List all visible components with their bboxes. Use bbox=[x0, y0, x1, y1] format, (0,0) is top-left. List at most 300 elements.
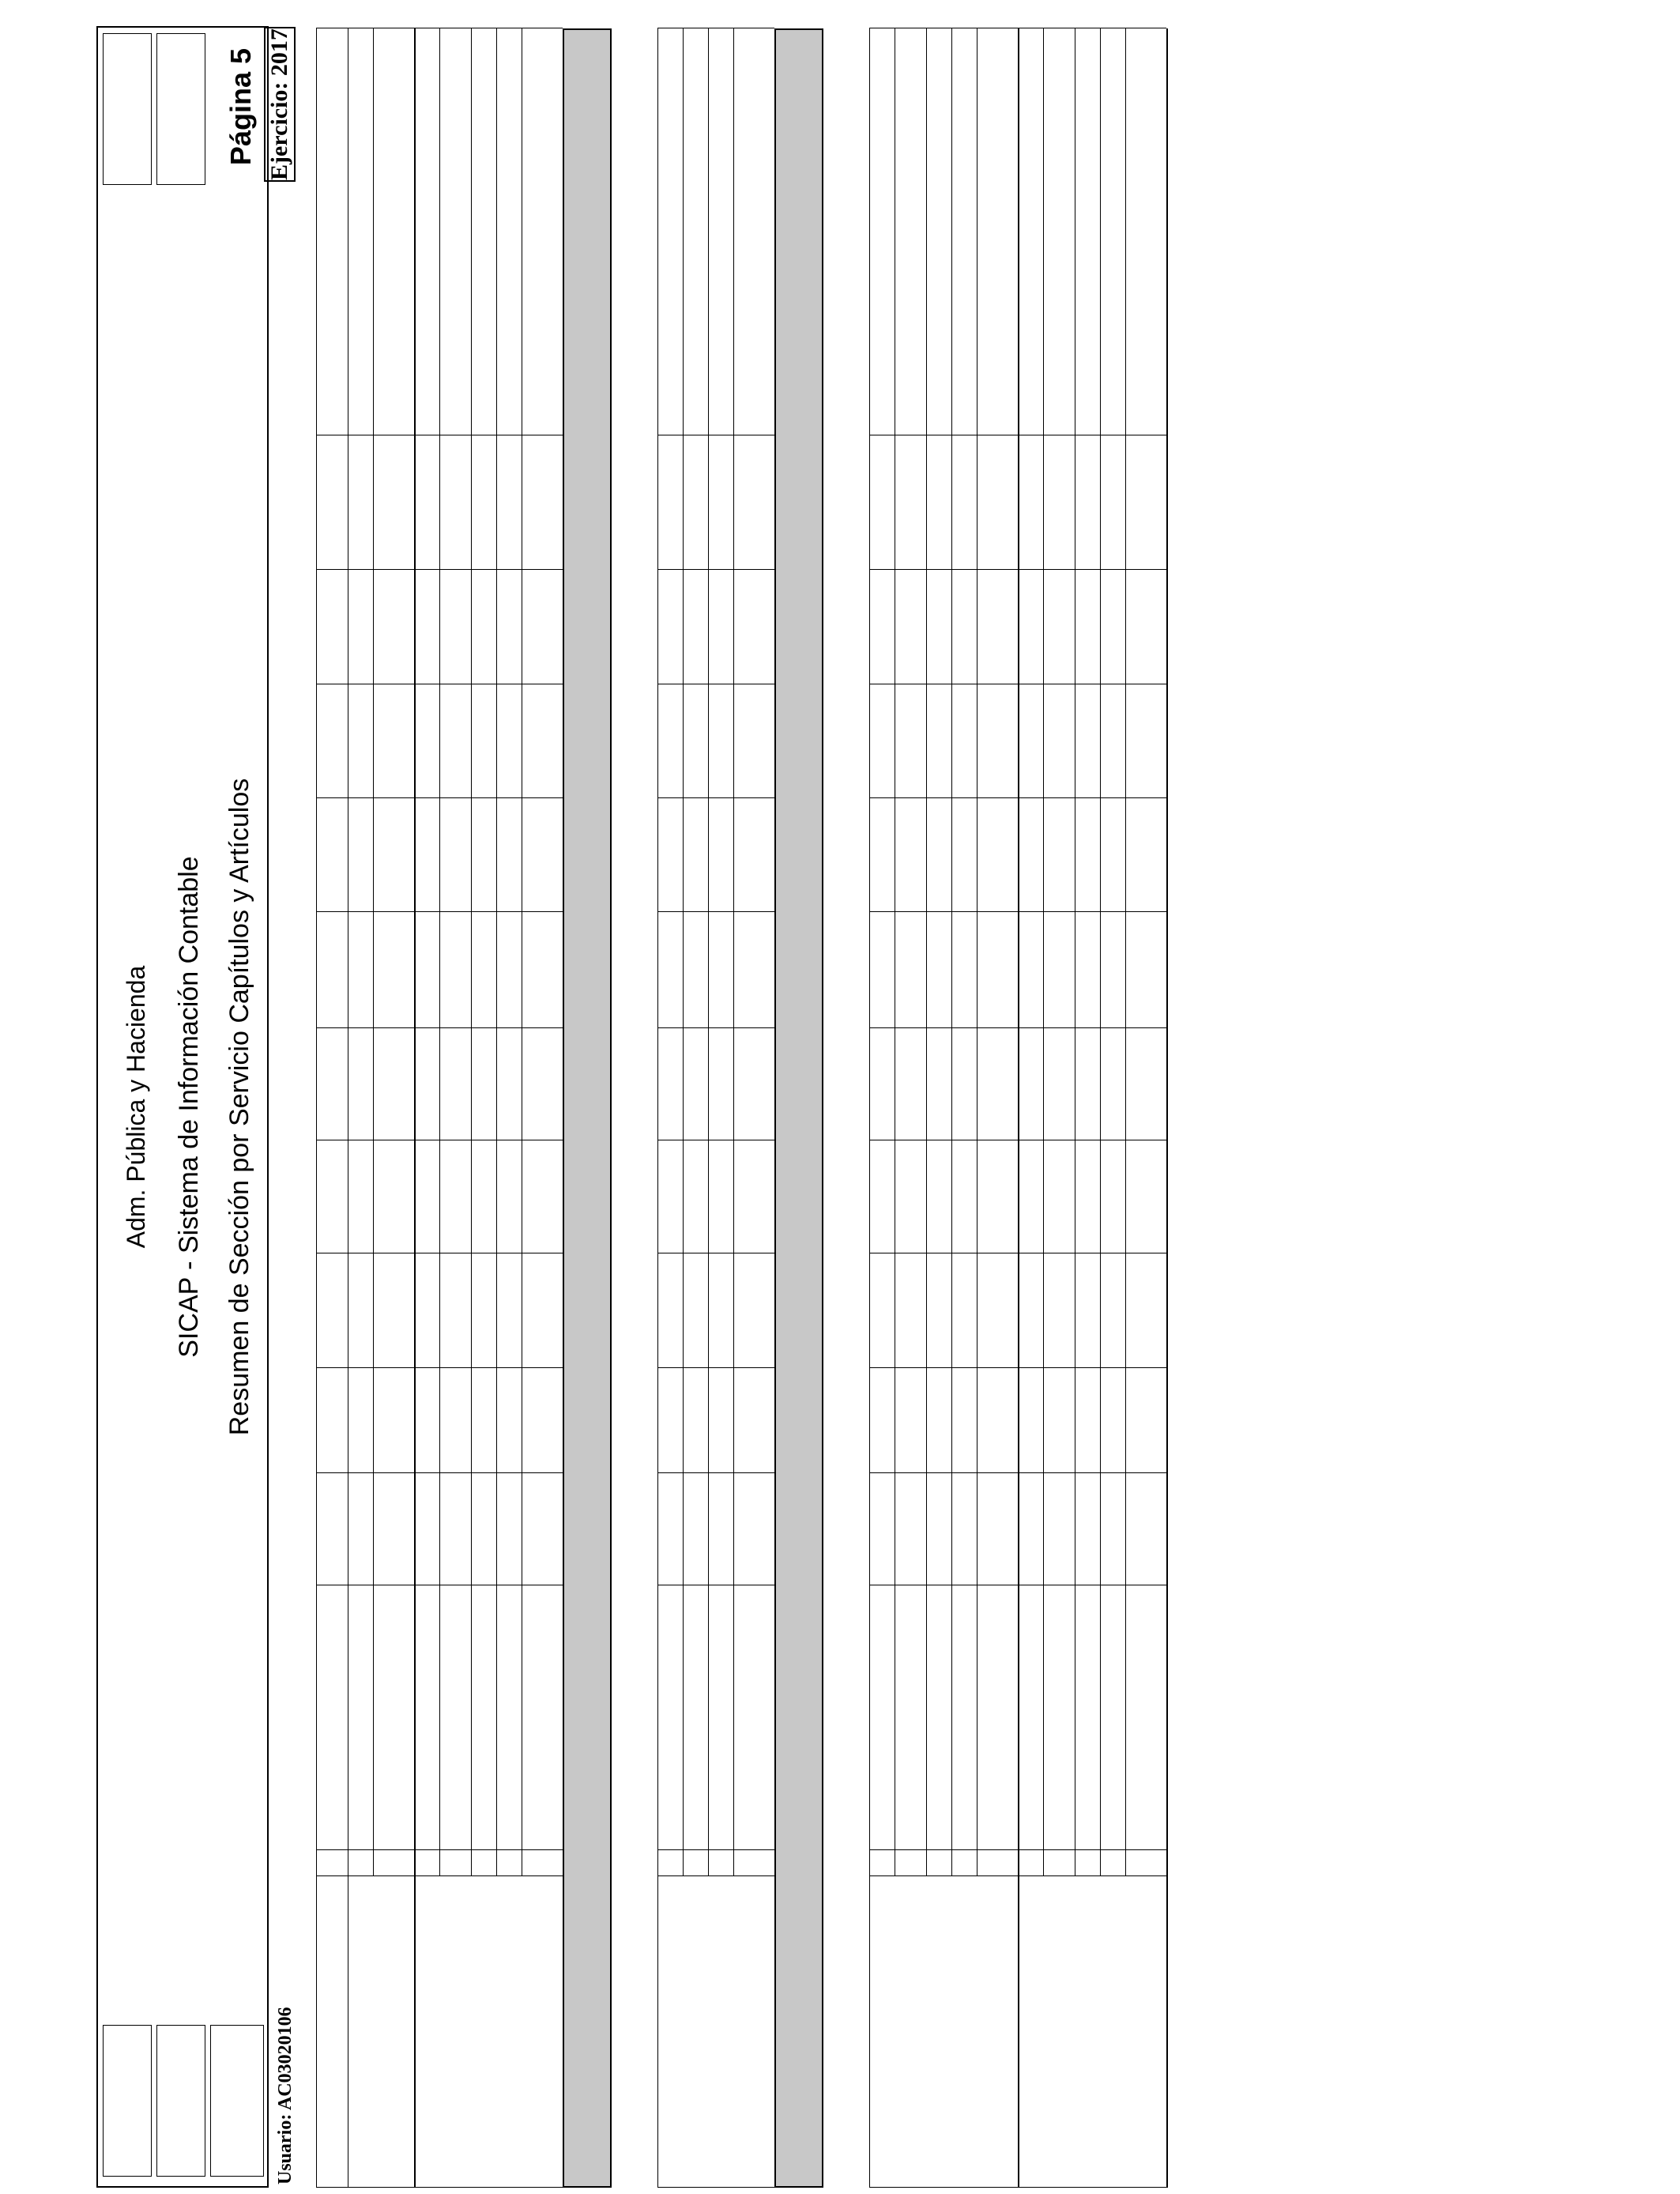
cell-value bbox=[1100, 1140, 1125, 1253]
cell-value bbox=[471, 1368, 496, 1473]
cell-value bbox=[496, 684, 522, 798]
service-total-value bbox=[733, 1253, 774, 1368]
column-rule bbox=[414, 797, 439, 798]
column-rule bbox=[926, 569, 951, 570]
column-rule bbox=[1125, 569, 1166, 570]
service-total-value bbox=[373, 1253, 414, 1368]
cell-value bbox=[708, 1028, 733, 1140]
service-total-value bbox=[733, 912, 774, 1028]
cell-value bbox=[657, 570, 683, 684]
column-rule bbox=[708, 797, 733, 798]
column-rule bbox=[373, 569, 414, 570]
column-rule bbox=[496, 1849, 522, 1850]
section-total-value bbox=[774, 1473, 823, 1585]
column-rule bbox=[1075, 2187, 1100, 2188]
chapter-code bbox=[414, 1850, 439, 1876]
column-rule bbox=[657, 1875, 683, 1876]
column-rule bbox=[657, 2187, 683, 2188]
column-rule bbox=[1075, 1875, 1100, 1876]
column-rule bbox=[1125, 1875, 1166, 1876]
cell-value bbox=[895, 570, 926, 684]
service-total-value bbox=[1125, 684, 1166, 798]
cell-value bbox=[1018, 435, 1043, 570]
column-header bbox=[316, 912, 348, 1028]
cell-value bbox=[439, 1473, 471, 1585]
cell-value bbox=[926, 912, 951, 1028]
service-total-value bbox=[1125, 1473, 1166, 1585]
cell-value bbox=[869, 1028, 895, 1140]
service-total-value bbox=[522, 1473, 563, 1585]
column-rule bbox=[657, 1849, 683, 1850]
cell-value bbox=[414, 798, 439, 912]
column-header bbox=[316, 1585, 348, 1850]
column-rule bbox=[522, 1849, 563, 1850]
service-total-label bbox=[373, 1879, 414, 2148]
cell-value bbox=[1100, 570, 1125, 684]
column-rule bbox=[951, 569, 977, 570]
column-rule bbox=[496, 911, 522, 912]
cell-value bbox=[1018, 1028, 1043, 1140]
cell-value bbox=[869, 1368, 895, 1473]
cell-value bbox=[414, 570, 439, 684]
column-header bbox=[316, 435, 348, 570]
cell-value bbox=[657, 684, 683, 798]
column-rule bbox=[708, 911, 733, 912]
column-rule bbox=[1100, 1875, 1125, 1876]
section-total-value bbox=[774, 1368, 823, 1473]
column-rule bbox=[951, 1849, 977, 1850]
cell-value bbox=[439, 570, 471, 684]
cell-value bbox=[1018, 684, 1043, 798]
cell-value bbox=[1100, 1368, 1125, 1473]
column-rule bbox=[522, 1472, 563, 1473]
column-header bbox=[316, 1253, 348, 1368]
column-rule bbox=[348, 1367, 373, 1368]
service-total-label bbox=[733, 1879, 774, 2148]
cell-value bbox=[1043, 684, 1075, 798]
column-rule bbox=[414, 1472, 439, 1473]
chapter-description bbox=[439, 1585, 471, 1850]
cell-value bbox=[869, 1253, 895, 1368]
column-rule bbox=[708, 569, 733, 570]
service-total-value bbox=[373, 798, 414, 912]
cell-value bbox=[496, 1473, 522, 1585]
section-total-value bbox=[774, 435, 823, 570]
service-total-value bbox=[977, 570, 1018, 684]
cell-value bbox=[471, 435, 496, 570]
cell-value bbox=[414, 435, 439, 570]
column-rule bbox=[895, 1849, 926, 1850]
column-rule bbox=[733, 569, 774, 570]
column-header bbox=[316, 1850, 348, 1876]
cell-value bbox=[895, 1473, 926, 1585]
column-rule bbox=[708, 1849, 733, 1850]
column-rule bbox=[1043, 1472, 1075, 1473]
cell-value bbox=[683, 1253, 708, 1368]
cell-value bbox=[348, 1140, 373, 1253]
cell-value bbox=[657, 912, 683, 1028]
column-rule bbox=[439, 2187, 471, 2188]
column-rule bbox=[373, 1367, 414, 1368]
cell-value bbox=[348, 684, 373, 798]
cell-value bbox=[1043, 1140, 1075, 1253]
chapter-description bbox=[496, 1585, 522, 1850]
chapter-description bbox=[657, 1585, 683, 1850]
cell-value bbox=[1075, 1473, 1100, 1585]
row-total-value bbox=[708, 28, 733, 435]
cell-value bbox=[1018, 1473, 1043, 1585]
cell-value bbox=[496, 1140, 522, 1253]
service-total-value bbox=[1125, 28, 1166, 435]
cell-value bbox=[471, 1028, 496, 1140]
chapter-description bbox=[471, 1585, 496, 1850]
row-total-value bbox=[869, 28, 895, 435]
column-rule bbox=[316, 1472, 348, 1473]
cell-value bbox=[895, 1253, 926, 1368]
section-total-value bbox=[563, 1028, 612, 1140]
column-rule bbox=[414, 1367, 439, 1368]
column-rule bbox=[733, 1472, 774, 1473]
cell-value bbox=[1018, 1140, 1043, 1253]
column-rule bbox=[1075, 569, 1100, 570]
cell-value bbox=[951, 912, 977, 1028]
section-total-value bbox=[563, 28, 612, 435]
column-rule bbox=[1125, 911, 1166, 912]
cell-value bbox=[471, 1140, 496, 1253]
column-rule bbox=[1125, 1367, 1166, 1368]
column-rule bbox=[348, 797, 373, 798]
cell-value bbox=[657, 1028, 683, 1140]
column-rule bbox=[1043, 2187, 1075, 2188]
column-rule bbox=[977, 1849, 1018, 1850]
cell-value bbox=[951, 798, 977, 912]
column-rule bbox=[471, 569, 496, 570]
service-total-label bbox=[522, 1879, 563, 2148]
cell-value bbox=[414, 1473, 439, 1585]
column-rule bbox=[348, 1027, 373, 1028]
cell-value bbox=[1043, 798, 1075, 912]
column-rule bbox=[348, 1875, 373, 1876]
service-total-value bbox=[733, 1368, 774, 1473]
cell-value bbox=[951, 1473, 977, 1585]
column-rule bbox=[977, 569, 1018, 570]
service-total-value bbox=[522, 435, 563, 570]
column-rule bbox=[414, 1849, 439, 1850]
cell-value bbox=[1075, 435, 1100, 570]
column-rule bbox=[657, 911, 683, 912]
chapter-code bbox=[1018, 1850, 1043, 1876]
cell-value bbox=[1100, 912, 1125, 1028]
report-title: Resumen de Sección por Servicio Capítulos y Artículos bbox=[224, 778, 254, 1436]
cell-value bbox=[1100, 1253, 1125, 1368]
cell-value bbox=[683, 1140, 708, 1253]
section-total-value bbox=[774, 1253, 823, 1368]
service-total-value bbox=[977, 1368, 1018, 1473]
column-rule bbox=[1100, 569, 1125, 570]
service-total-value bbox=[373, 28, 414, 435]
cell-value bbox=[1075, 1140, 1100, 1253]
column-rule bbox=[895, 1367, 926, 1368]
cell-value bbox=[869, 435, 895, 570]
service-total-value bbox=[373, 1140, 414, 1253]
service-total-value bbox=[373, 1473, 414, 1585]
column-rule bbox=[708, 1367, 733, 1368]
service-total-value bbox=[522, 912, 563, 1028]
cell-value bbox=[471, 684, 496, 798]
column-rule bbox=[977, 1367, 1018, 1368]
cell-value bbox=[708, 1253, 733, 1368]
cell-value bbox=[951, 435, 977, 570]
column-rule bbox=[373, 1849, 414, 1850]
column-rule bbox=[926, 1367, 951, 1368]
column-rule bbox=[708, 2187, 733, 2188]
column-rule bbox=[657, 1472, 683, 1473]
section-total-value bbox=[774, 1028, 823, 1140]
column-rule bbox=[895, 569, 926, 570]
chapter-code bbox=[951, 1850, 977, 1876]
section-total-value bbox=[774, 570, 823, 684]
column-rule bbox=[951, 797, 977, 798]
column-rule bbox=[1075, 1472, 1100, 1473]
column-rule bbox=[414, 569, 439, 570]
cell-value bbox=[1075, 798, 1100, 912]
service-name bbox=[1021, 1876, 1053, 2188]
column-rule bbox=[869, 1472, 895, 1473]
service-total-value bbox=[733, 798, 774, 912]
column-rule bbox=[1043, 1849, 1075, 1850]
column-rule bbox=[869, 1027, 895, 1028]
cell-value bbox=[926, 570, 951, 684]
row-total-value bbox=[683, 28, 708, 435]
service-total-value bbox=[977, 435, 1018, 570]
cell-value bbox=[1043, 1028, 1075, 1140]
column-rule bbox=[683, 1027, 708, 1028]
column-rule bbox=[316, 1367, 348, 1368]
column-rule bbox=[926, 2187, 951, 2188]
service-total-value bbox=[977, 912, 1018, 1028]
column-rule bbox=[1100, 1367, 1125, 1368]
chapter-description bbox=[1043, 1585, 1075, 1850]
chapter-code bbox=[1043, 1850, 1075, 1876]
cell-value bbox=[471, 570, 496, 684]
column-rule bbox=[1043, 1875, 1075, 1876]
chapter-description bbox=[348, 1585, 373, 1850]
service-total-value bbox=[733, 570, 774, 684]
cell-value bbox=[348, 1473, 373, 1585]
service-total-value bbox=[522, 1253, 563, 1368]
cell-value bbox=[683, 684, 708, 798]
chapter-code bbox=[869, 1850, 895, 1876]
cell-value bbox=[414, 1028, 439, 1140]
service-total-value bbox=[733, 28, 774, 435]
cell-value bbox=[869, 1140, 895, 1253]
column-rule bbox=[895, 2187, 926, 2188]
column-rule bbox=[439, 797, 471, 798]
column-rule bbox=[708, 1875, 733, 1876]
chapter-description bbox=[1100, 1585, 1125, 1850]
cell-value bbox=[926, 684, 951, 798]
cell-value bbox=[683, 798, 708, 912]
cell-value bbox=[869, 684, 895, 798]
chapter-code bbox=[683, 1850, 708, 1876]
column-rule bbox=[1018, 569, 1043, 570]
cell-value bbox=[1043, 1253, 1075, 1368]
cell-value bbox=[657, 1140, 683, 1253]
column-rule bbox=[1018, 1875, 1043, 1876]
service-name bbox=[872, 1876, 904, 2188]
chapter-description bbox=[414, 1585, 439, 1850]
column-rule bbox=[439, 1875, 471, 1876]
service-total-value bbox=[522, 1028, 563, 1140]
section-total-value bbox=[774, 28, 823, 435]
column-rule bbox=[496, 797, 522, 798]
cell-value bbox=[414, 1368, 439, 1473]
column-rule bbox=[1018, 1472, 1043, 1473]
column-rule bbox=[522, 569, 563, 570]
chapter-description bbox=[708, 1585, 733, 1850]
column-rule bbox=[316, 569, 348, 570]
row-total-value bbox=[1018, 28, 1043, 435]
service-total-value bbox=[522, 1140, 563, 1253]
cell-value bbox=[895, 798, 926, 912]
column-rule bbox=[496, 1472, 522, 1473]
column-rule bbox=[951, 1367, 977, 1368]
column-rule bbox=[926, 1849, 951, 1850]
column-rule bbox=[348, 569, 373, 570]
column-rule bbox=[439, 1027, 471, 1028]
column-rule bbox=[1100, 1027, 1125, 1028]
cell-value bbox=[951, 1368, 977, 1473]
cell-value bbox=[471, 912, 496, 1028]
service-total-value bbox=[1125, 435, 1166, 570]
column-rule bbox=[1018, 911, 1043, 912]
column-rule bbox=[733, 2187, 774, 2188]
cell-value bbox=[895, 1140, 926, 1253]
row-total-value bbox=[471, 28, 496, 435]
column-rule bbox=[471, 1875, 496, 1876]
cell-value bbox=[1075, 1253, 1100, 1368]
column-rule bbox=[977, 1472, 1018, 1473]
chapter-description bbox=[1075, 1585, 1100, 1850]
cell-value bbox=[1075, 1028, 1100, 1140]
cell-value bbox=[414, 684, 439, 798]
column-rule bbox=[683, 569, 708, 570]
column-rule bbox=[977, 797, 1018, 798]
column-header bbox=[316, 570, 348, 684]
column-rule bbox=[1043, 911, 1075, 912]
column-rule bbox=[1018, 797, 1043, 798]
column-rule bbox=[1125, 1472, 1166, 1473]
chapter-description bbox=[951, 1585, 977, 1850]
cell-value bbox=[439, 1140, 471, 1253]
chapter-code bbox=[348, 1850, 373, 1876]
cell-value bbox=[895, 684, 926, 798]
section-total-value bbox=[563, 570, 612, 684]
cell-value bbox=[708, 1473, 733, 1585]
column-rule bbox=[1018, 1027, 1043, 1028]
service-total-value bbox=[373, 435, 414, 570]
cell-value bbox=[951, 684, 977, 798]
cell-value bbox=[1018, 1368, 1043, 1473]
cell-value bbox=[683, 1368, 708, 1473]
cell-value bbox=[657, 1473, 683, 1585]
column-rule bbox=[471, 1472, 496, 1473]
column-rule bbox=[683, 1472, 708, 1473]
column-rule bbox=[926, 1875, 951, 1876]
service-total-value bbox=[373, 1368, 414, 1473]
column-rule bbox=[316, 2187, 348, 2188]
column-rule bbox=[1075, 1367, 1100, 1368]
cell-value bbox=[1018, 1253, 1043, 1368]
service-total-value bbox=[733, 1028, 774, 1140]
cell-value bbox=[496, 798, 522, 912]
column-rule bbox=[926, 1027, 951, 1028]
row-total-value bbox=[926, 28, 951, 435]
column-rule bbox=[1018, 1367, 1043, 1368]
column-header bbox=[316, 1140, 348, 1253]
column-rule bbox=[1018, 2187, 1043, 2188]
section-total-value bbox=[563, 798, 612, 912]
column-rule bbox=[522, 2187, 563, 2188]
chapter-description bbox=[869, 1585, 895, 1850]
column-rule bbox=[439, 1367, 471, 1368]
cell-value bbox=[348, 1368, 373, 1473]
column-header bbox=[316, 684, 348, 798]
row-total-value bbox=[657, 28, 683, 435]
cell-value bbox=[414, 1253, 439, 1368]
cell-value bbox=[496, 435, 522, 570]
cell-value bbox=[439, 798, 471, 912]
column-rule bbox=[1125, 797, 1166, 798]
service-total-value bbox=[733, 1473, 774, 1585]
cell-value bbox=[1043, 1368, 1075, 1473]
chapter-code bbox=[439, 1850, 471, 1876]
cell-value bbox=[708, 435, 733, 570]
column-rule bbox=[733, 911, 774, 912]
column-rule bbox=[926, 911, 951, 912]
cell-value bbox=[1100, 435, 1125, 570]
chapter-description bbox=[926, 1585, 951, 1850]
column-rule bbox=[348, 1849, 373, 1850]
column-rule bbox=[1125, 2187, 1166, 2188]
column-rule bbox=[414, 2187, 439, 2188]
service-total-label bbox=[1125, 1879, 1166, 2148]
column-rule bbox=[733, 1367, 774, 1368]
cell-value bbox=[1043, 570, 1075, 684]
section-total-value bbox=[774, 684, 823, 798]
cell-value bbox=[683, 1473, 708, 1585]
cell-value bbox=[951, 1253, 977, 1368]
cell-value bbox=[657, 798, 683, 912]
column-rule bbox=[1043, 797, 1075, 798]
section-total-value bbox=[774, 912, 823, 1028]
row-total-value bbox=[1043, 28, 1075, 435]
column-rule bbox=[373, 797, 414, 798]
chapter-description bbox=[1018, 1585, 1043, 1850]
cell-value bbox=[439, 1368, 471, 1473]
cell-value bbox=[895, 912, 926, 1028]
service-name bbox=[417, 1876, 449, 2188]
cell-value bbox=[926, 435, 951, 570]
section-banner bbox=[833, 0, 869, 2194]
column-rule bbox=[926, 1472, 951, 1473]
cell-value bbox=[496, 912, 522, 1028]
cell-value bbox=[1018, 912, 1043, 1028]
column-rule bbox=[471, 797, 496, 798]
column-header bbox=[316, 1368, 348, 1473]
chapter-code bbox=[1100, 1850, 1125, 1876]
section-total-value bbox=[563, 684, 612, 798]
